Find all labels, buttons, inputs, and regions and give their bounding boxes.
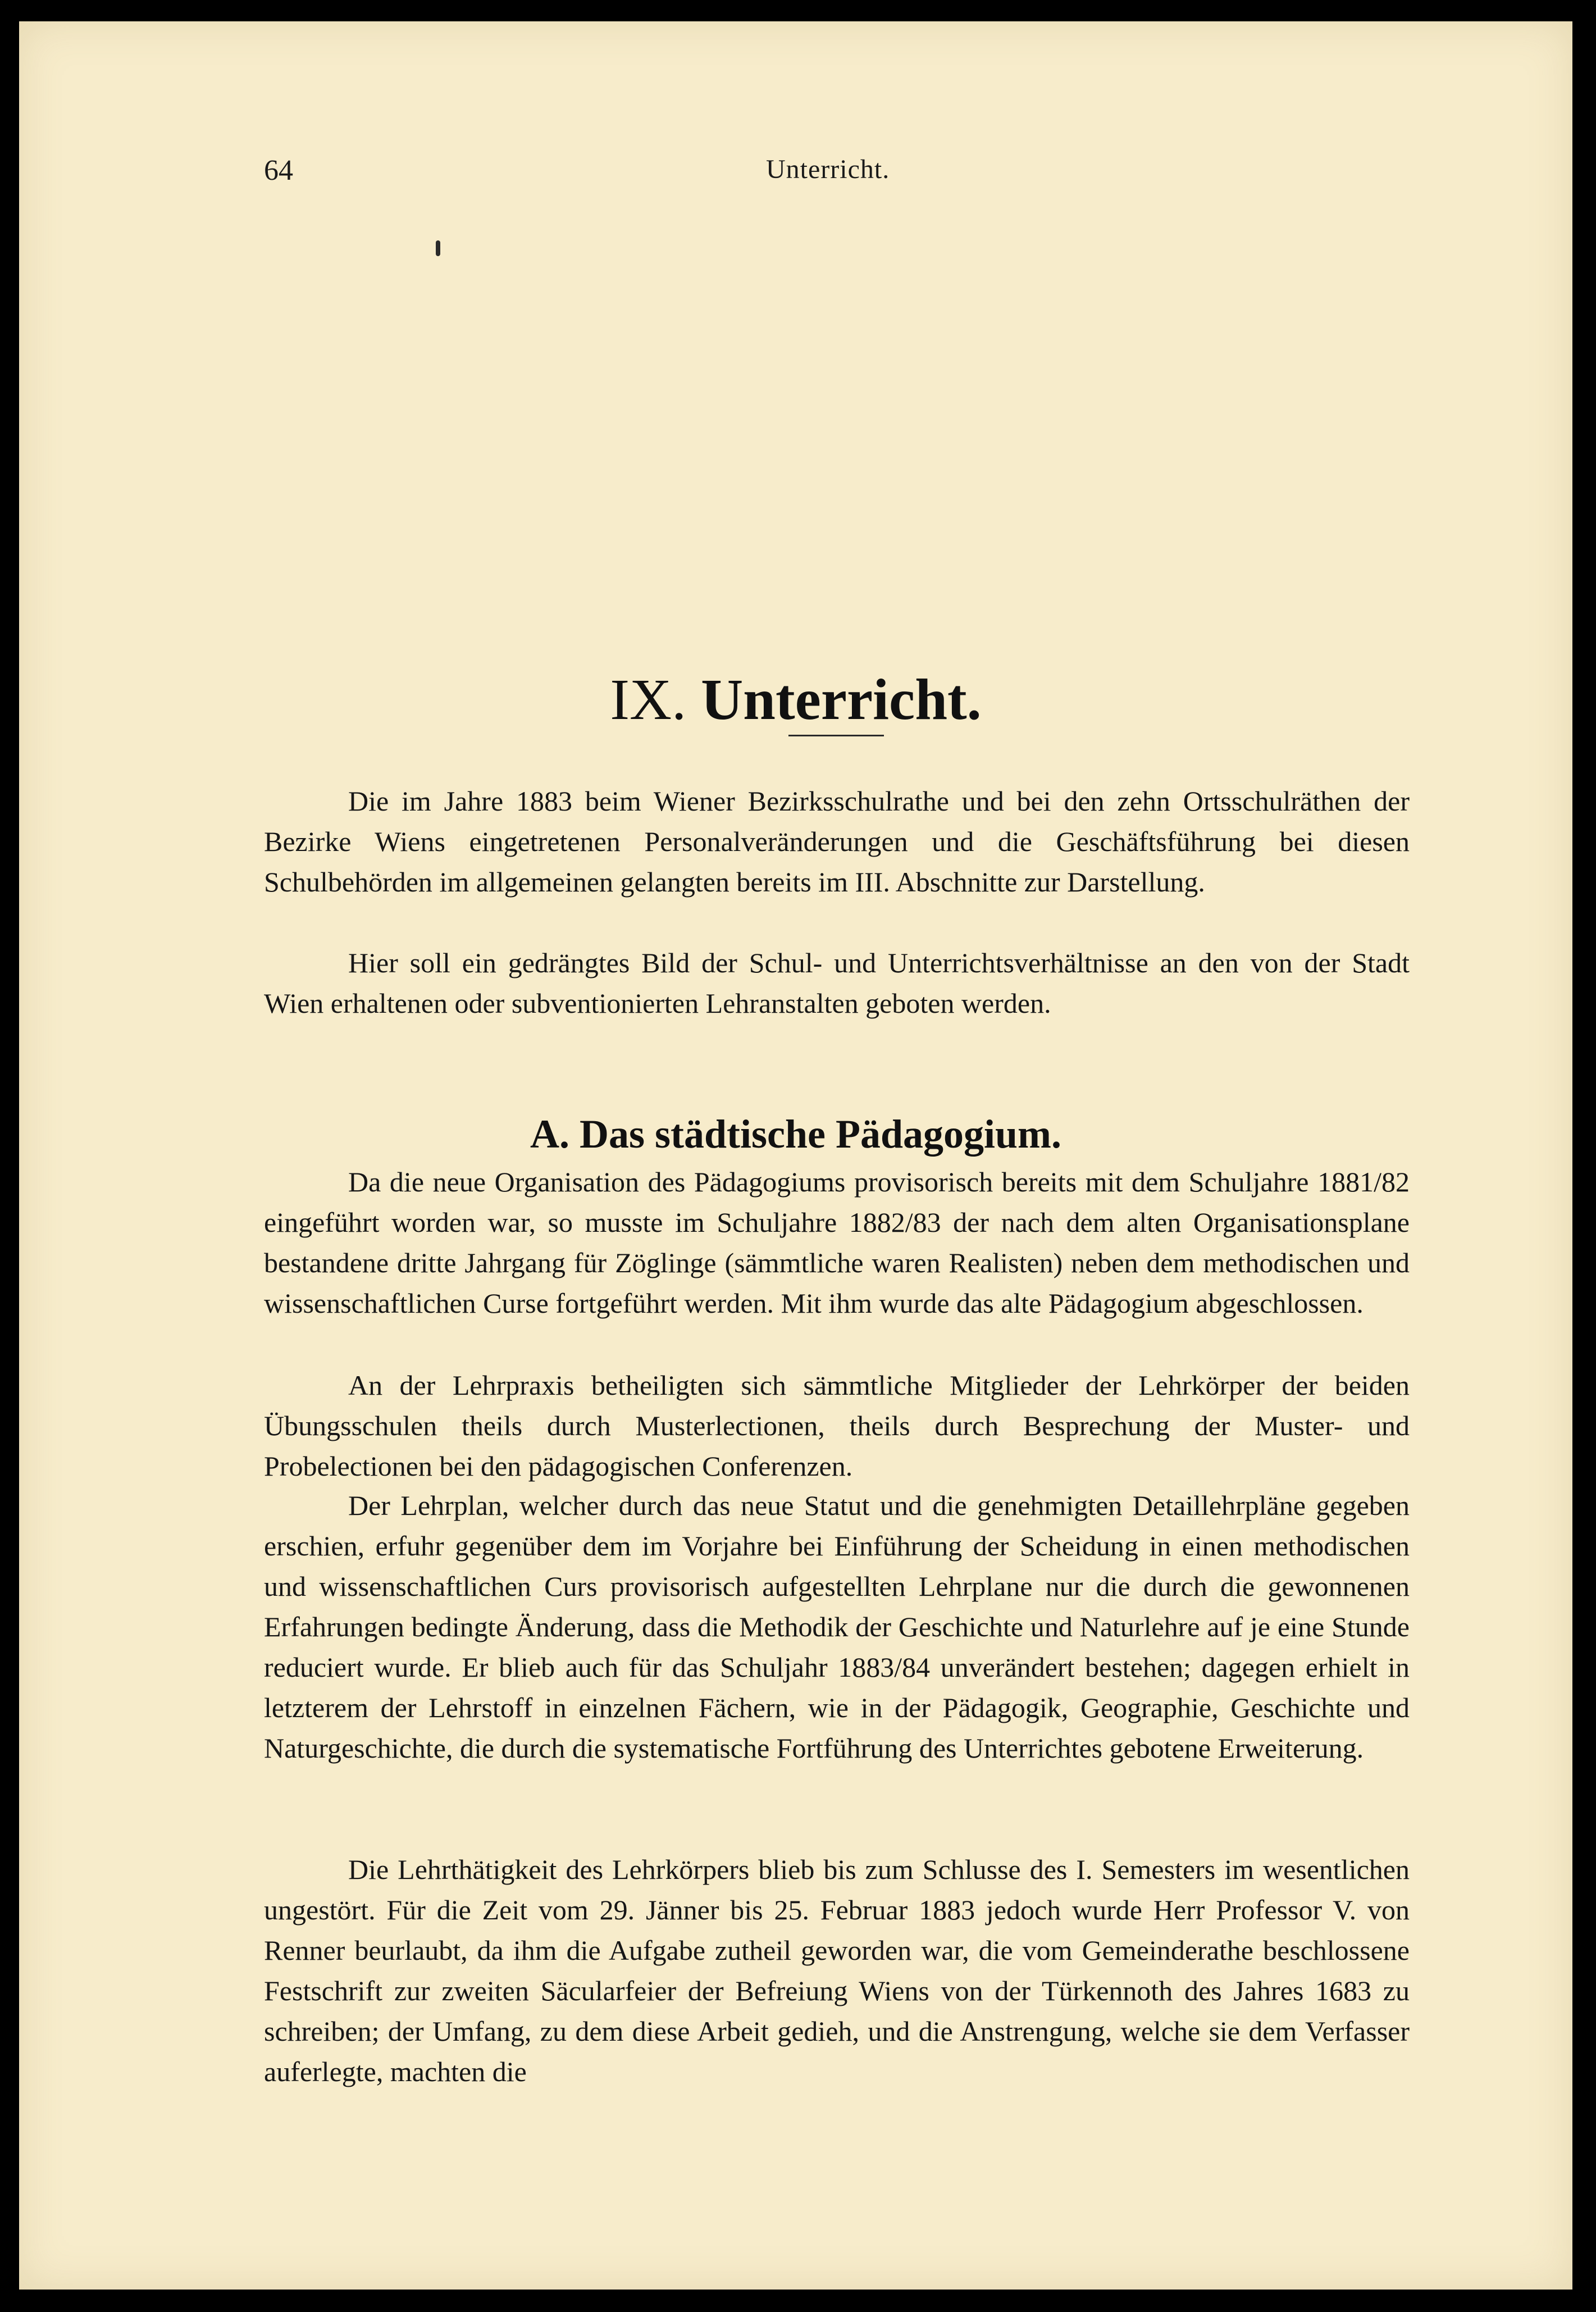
chapter-word: Unterricht.: [701, 667, 982, 732]
title-divider: [788, 735, 884, 736]
intro-paragraph: Hier soll ein gedrängtes Bild der Schul- und Unterrichtsverhältnisse an den von der Stadt Wien erhaltenen oder subventionierten Lehranstalten geboten werden.: [264, 947, 1410, 1019]
running-head: [19, 154, 1572, 193]
section-paragraph: An der Lehrpraxis betheiligten sich sämmtliche Mitglieder der Lehrkörper der beiden Übungsschulen theils durch Musterlectionen, theils durch Besprechung der Muster- und Probelectionen bei den pädagogischen Conferenzen.: [264, 1369, 1410, 1482]
intro-paragraph: Die im Jahre 1883 beim Wiener Bezirksschulrathe und bei den zehn Ortsschulräthen der Bezirke Wiens eingetretenen Personalveränderungen und die Geschäftsführung bei diesen Schulbehörden im allgemeinen gelangten bereits im III. Abschnitte zur Darstellung.: [264, 785, 1410, 898]
section-paragraph: Die Lehrthätigkeit des Lehrkörpers blieb bis zum Schlusse des I. Semesters im wesentlichen ungestört. Für die Zeit vom 29. Jänner bis 25. Februar 1883 jedoch wurde Herr Professor V. von Renner beurlaubt, da ihm die Aufgabe zutheil geworden war, die vom Gemeinderathe beschlossene Festschrift zur zweiten Säcularfeier der Befreiung Wiens von der Türkennoth des Jahres 1683 zu schreiben; der Umfang, zu dem diese Arbeit gedieh, und die Anstrengung, welche sie dem Verfasser auferlegte, machten die: [264, 1854, 1410, 2087]
section-paragraph: Der Lehrplan, welcher durch das neue Statut und die genehmigten Detaillehrpläne gegeben erschien, erfuhr gegenüber dem im Vorjahre bei Einführung der Scheidung in einen methodischen und wissenschaftlichen Curs provisorisch aufgestellten Lehrplane nur die durch die gewonnenen Erfahrungen bedingte Änderung, dass die Methodik der Geschichte und Naturlehre auf je eine Stunde reduciert wurde. Er blieb auch für das Schuljahr 1883/84 unverändert bestehen; dagegen erhielt in letzterem der Lehrstoff in einzelnen Fächern, wie in der Pädagogik, Geographie, Geschichte und Naturgeschichte, die durch die systematische Fortführung des Unterrichtes gebotene Erweiterung.: [264, 1490, 1410, 1764]
section-heading: A. Das städtische Pädagogium.: [530, 1111, 1062, 1157]
running-title: Unterricht.: [766, 154, 890, 184]
chapter-numeral: IX.: [610, 667, 687, 732]
page-number: 64: [264, 154, 293, 186]
chapter-title: [19, 666, 1572, 733]
ink-speck: [436, 240, 440, 256]
book-page: [19, 21, 1572, 2290]
section-paragraph: Da die neue Organisation des Pädagogiums provisorisch bereits mit dem Schuljahre 1881/82 eingeführt worden war, so musste im Schuljahre 1882/83 der nach dem alten Organisationsplane bestandene dritte Jahrgang für Zöglinge (sämmtliche waren Realisten) neben dem methodischen und wissenschaftlichen Curse fortgeführt werden. Mit ihm wurde das alte Pädagogium abgeschlossen.: [264, 1166, 1410, 1319]
